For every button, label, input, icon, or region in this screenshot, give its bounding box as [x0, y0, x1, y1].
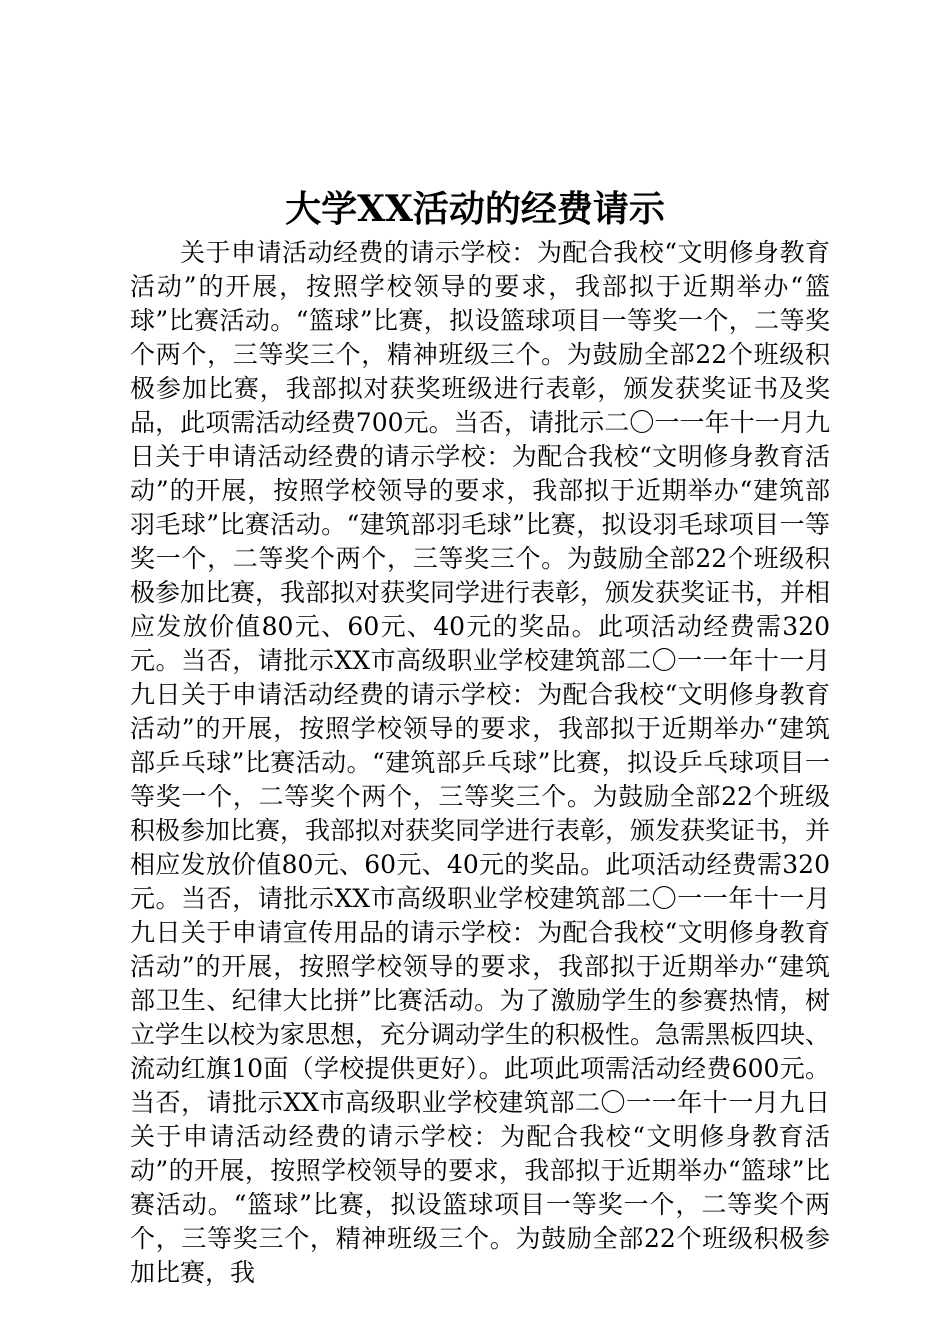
document-title: 大学XX活动的经费请示: [285, 188, 665, 230]
document-body-paragraph: 关于申请活动经费的请示学校：为配合我校“文明修身教育活动”的开展，按照学校领导的要求，我部拟于近期举办“篮球”比赛活动。“篮球”比赛，拟设篮球项目一等奖一个，二等奖个两个，三等奖三个，精神班级三个。为鼓励全部22个班级积极参加比赛，我部拟对获奖班级进行表彰，颁发获奖证书及奖品，此项需活动经费700元。当否，请批示二〇一一年十一月九日关于申请活动经费的请示学校：为配合我校“文明修身教育活动”的开展，按照学校领导的要求，我部拟于近期举办“建筑部羽毛球”比赛活动。“建筑部羽毛球”比赛，拟设羽毛球项目一等奖一个，二等奖个两个，三等奖三个。为鼓励全部22个班级积极参加比赛，我部拟对获奖同学进行表彰，颁发获奖证书，并相应发放价值80元、60元、40元的奖品。此项活动经费需320元。当否，请批示XX市高级职业学校建筑部二〇一一年十一月九日关于申请活动经费的请示学校：为配合我校“文明修身教育活动”的开展，按照学校领导的要求，我部拟于近期举办“建筑部乒乓球”比赛活动。“建筑部乒乓球”比赛，拟设乒乓球项目一等奖一个，二等奖个两个，三等奖三个。为鼓励全部22个班级积极参加比赛，我部拟对获奖同学进行表彰，颁发获奖证书，并相应发放价值80元、60元、40元的奖品。此项活动经费需320元。当否，请批示XX市高级职业学校建筑部二〇一一年十一月九日关于申请宣传用品的请示学校：为配合我校“文明修身教育活动”的开展，按照学校领导的要求，我部拟于近期举办“建筑部卫生、纪律大比拼”比赛活动。为了激励学生的参赛热情，树立学生以校为家思想，充分调动学生的积极性。急需黑板四块、流动红旗10面（学校提供更好）。此项此项需活动经费600元。当否，请批示XX市高级职业学校建筑部二〇一一年十一月九日关于申请活动经费的请示学校：为配合我校“文明修身教育活动”的开展，按照学校领导的要求，我部拟于近期举办“篮球”比赛活动。“篮球”比赛，拟设篮球项目一等奖一个，二等奖个两个，三等奖三个，精神班级三个。为鼓励全部22个班级积极参加比赛，我: [130, 238, 831, 1287]
